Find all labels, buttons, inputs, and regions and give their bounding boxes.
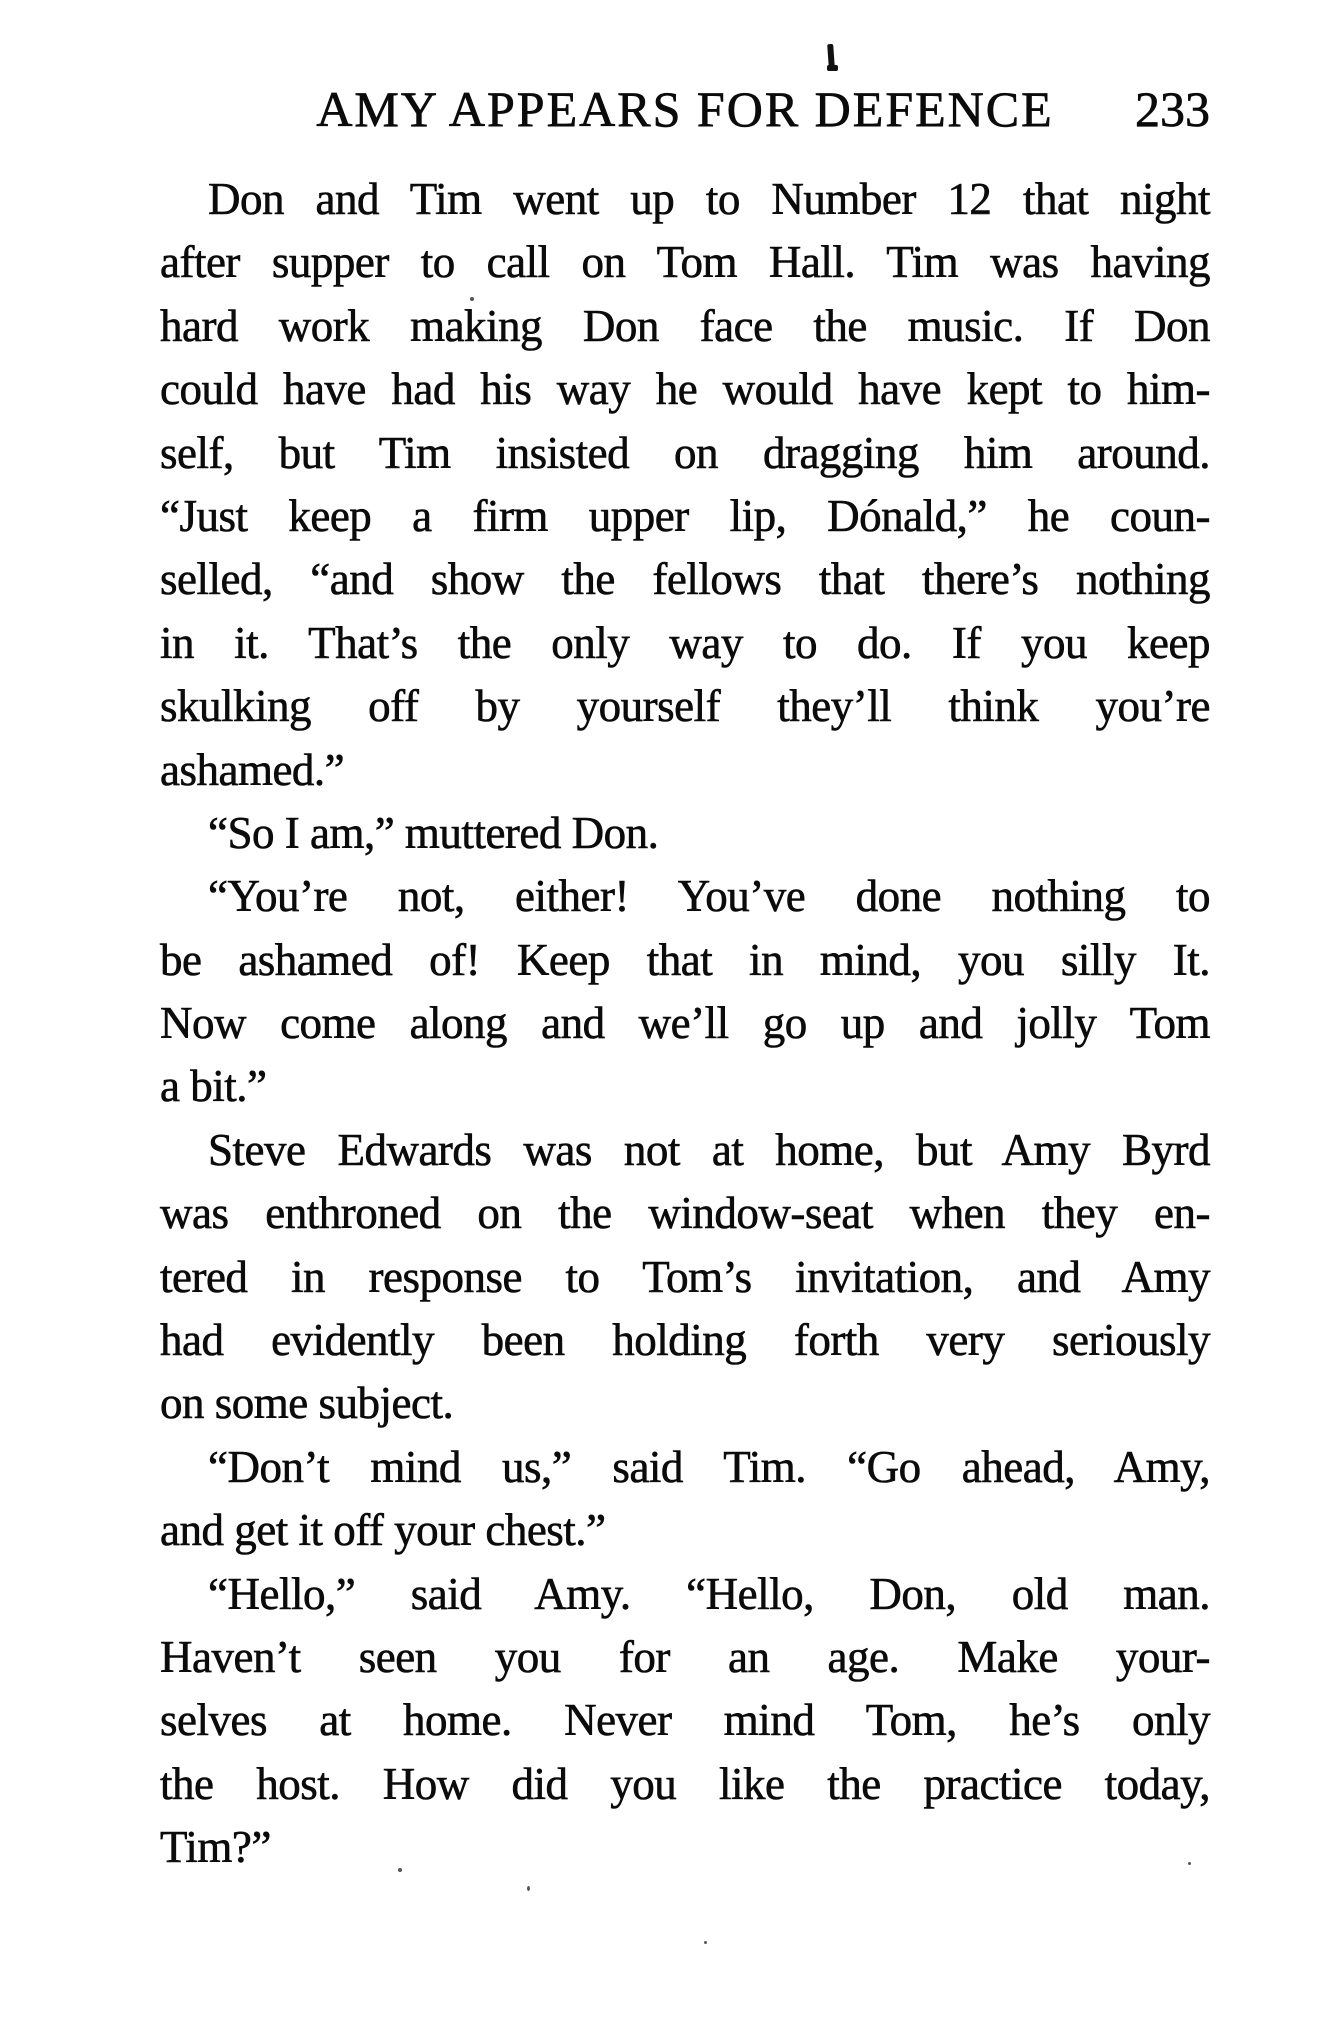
text-line: “Don’t mind us,” said Tim. “Go ahead, Amy, <box>208 1441 1210 1492</box>
text-line: hard work making Don face the music. If Don <box>160 300 1210 351</box>
text-line: “You’re not, either! You’ve done nothing to <box>208 871 1210 922</box>
chapter-title: AMY APPEARS FOR DEFENCE <box>316 81 1054 137</box>
page-number: 233 <box>1135 81 1210 137</box>
text-line: “Just keep a firm upper lip, Dónald,” he coun- <box>160 490 1210 541</box>
text-line: selves at home. Never mind Tom, he’s only <box>160 1695 1210 1746</box>
running-header <box>160 81 1210 137</box>
ink-speck <box>470 297 474 301</box>
text-line: in it. That’s the only way to do. If you keep <box>160 617 1210 668</box>
text-line: Steve Edwards was not at home, but Amy Byrd <box>208 1124 1210 1175</box>
text-line: a bit.” <box>160 1061 267 1112</box>
ink-speck <box>704 1941 707 1944</box>
text-line: skulking off by yourself they’ll think you’re <box>160 681 1210 732</box>
text-line: “Hello,” said Amy. “Hello, Don, old man. <box>208 1568 1210 1619</box>
ink-blot-foot <box>827 65 838 71</box>
text-line: Haven’t seen you for an age. Make your- <box>160 1631 1210 1682</box>
ink-blot <box>824 44 840 74</box>
ink-speck <box>527 1886 530 1891</box>
ink-speck <box>398 1868 402 1872</box>
text-line: after supper to call on Tom Hall. Tim was having <box>160 237 1210 288</box>
text-line: ashamed.” <box>160 744 345 795</box>
text-line: self, but Tim insisted on dragging him around. <box>160 427 1210 478</box>
text-line: tered in response to Tom’s invitation, and Amy <box>160 1251 1210 1302</box>
text-line: the host. How did you like the practice today, <box>160 1758 1210 1809</box>
page-body <box>160 168 1210 1880</box>
text-line: was enthroned on the window-seat when they en- <box>160 1188 1210 1239</box>
text-line: Tim?” <box>160 1822 271 1873</box>
text-line: Don and Tim went up to Number 12 that night <box>208 174 1210 224</box>
text-line: on some subject. <box>160 1378 454 1429</box>
text-line: had evidently been holding forth very seriously <box>160 1315 1210 1366</box>
ink-speck <box>1188 1862 1191 1865</box>
text-line: “So I am,” muttered Don. <box>208 807 659 858</box>
text-line: and get it off your chest.” <box>160 1505 606 1556</box>
text-line: Now come along and we’ll go up and jolly Tom <box>160 998 1210 1049</box>
text-line: selled, “and show the fellows that there’s nothing <box>160 554 1210 605</box>
text-line: be ashamed of! Keep that in mind, you silly It. <box>160 934 1210 985</box>
text-line: could have had his way he would have kept to him- <box>160 364 1210 415</box>
